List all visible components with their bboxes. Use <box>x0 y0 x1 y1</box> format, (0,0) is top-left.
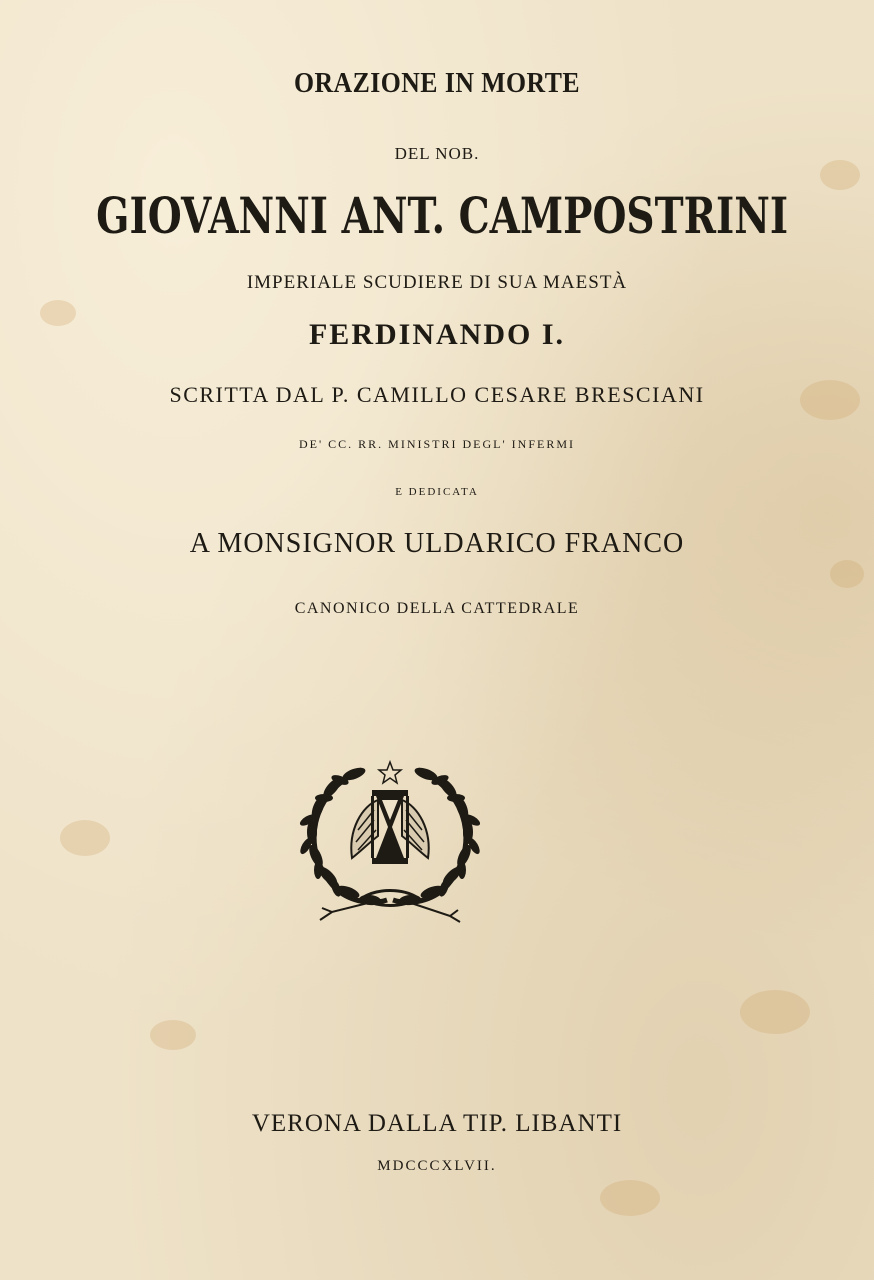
foxing-stain <box>60 820 110 856</box>
subject-office: IMPERIALE SCUDIERE DI SUA MAESTÀ <box>246 272 628 293</box>
oration-title: ORAZIONE IN MORTE <box>293 68 581 99</box>
subject-name: GIOVANNI ANT. CAMPOSTRINI <box>96 186 789 245</box>
foxing-stain <box>740 990 810 1034</box>
monarch-name: FERDINANDO I. <box>308 318 565 351</box>
printer-imprint: VERONA DALLA TIP. LIBANTI <box>251 1110 623 1137</box>
author-line: SCRITTA DAL P. CAMILLO CESARE BRESCIANI <box>169 382 705 407</box>
foxing-stain <box>600 1180 660 1216</box>
foxing-stain <box>830 560 864 588</box>
publication-year: MDCCCXLVII. <box>377 1158 497 1174</box>
religious-order-line: DE' CC. RR. MINISTRI DEGL' INFERMI <box>299 437 575 451</box>
dedication-intro: E DEDICATA <box>395 486 479 498</box>
foxing-stain <box>150 1020 196 1050</box>
foxing-stain <box>820 160 860 190</box>
dedicatee-name: A MONSIGNOR ULDARICO FRANCO <box>189 528 685 559</box>
nobility-line: DEL NOB. <box>394 144 480 163</box>
winged-hourglass-wreath-icon <box>292 750 488 925</box>
dedicatee-title: CANONICO DELLA CATTEDRALE <box>294 600 580 617</box>
